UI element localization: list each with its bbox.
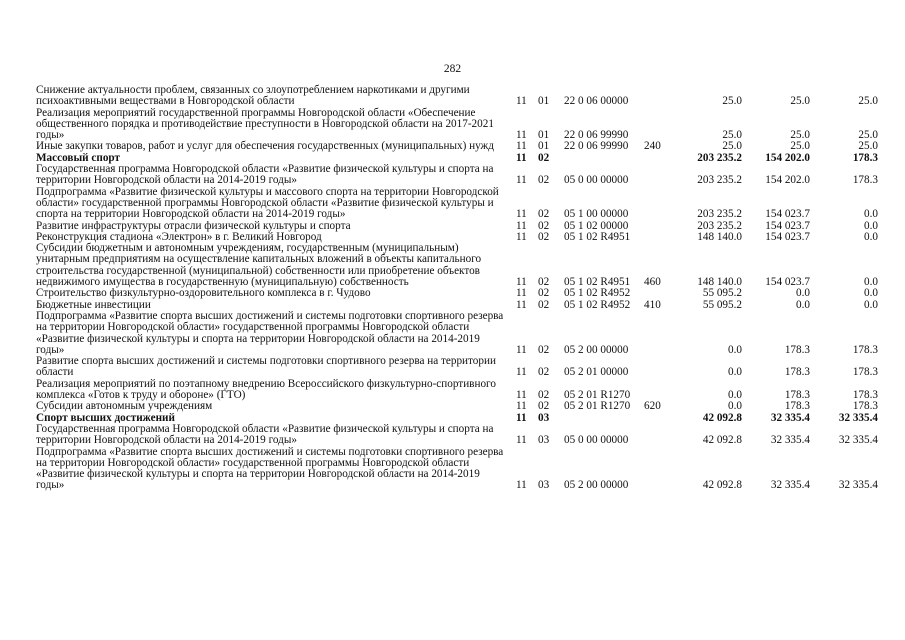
row-amount-year-3: 0.0 <box>864 219 878 232</box>
row-amount-year-1: 203 235.2 <box>697 208 742 221</box>
row-expense-type-code <box>644 356 672 379</box>
row-expense-type-code <box>644 413 672 424</box>
row-subsection-code: 03 <box>538 479 550 492</box>
row-amount-year-2: 154 023.7 <box>765 219 810 232</box>
row-section-code: 11 <box>516 208 527 221</box>
row-amount-year-2: 178.3 <box>784 343 810 356</box>
row-target-article-code: 05 1 02 R4951 <box>564 230 631 243</box>
row-subsection-code: 02 <box>538 219 550 232</box>
row-amount-year-1: 42 092.8 <box>702 434 742 447</box>
row-amount-year-2: 178.3 <box>784 389 810 402</box>
row-amount-year-3: 0.0 <box>864 287 878 300</box>
row-amount-year-2: 25.0 <box>790 95 810 108</box>
row-amount-year-2: 0.0 <box>796 287 810 300</box>
table-row <box>36 379 878 402</box>
row-amount-year-3: 25.0 <box>858 140 878 153</box>
row-name: Строительство физкультурно-оздоровительного комплекса в г. Чудово <box>36 287 371 300</box>
row-name: Реализация мероприятий государственной программы Новгородской области «Обеспечение общественного порядка и противодействие преступности в Новгородской области на 2017-2021 годы» <box>36 106 494 142</box>
row-amount-year-1: 0.0 <box>728 343 742 356</box>
row-subsection-code: 02 <box>538 389 550 402</box>
row-section-code: 11 <box>516 129 527 142</box>
row-subsection-code: 02 <box>538 298 550 311</box>
row-target-article-code: 05 1 02 R4952 <box>564 298 631 311</box>
row-target-article-code: 05 1 02 00000 <box>564 219 629 232</box>
row-amount-year-2: 154 023.7 <box>765 276 810 289</box>
row-amount-year-2: 154 202.0 <box>765 151 810 164</box>
table-row <box>36 311 878 356</box>
row-amount-year-2: 154 023.7 <box>765 230 810 243</box>
table-row <box>36 141 878 152</box>
row-amount-year-3: 178.3 <box>852 343 878 356</box>
table-row <box>36 447 878 492</box>
row-amount-year-3: 0.0 <box>864 230 878 243</box>
row-section-code: 11 <box>516 276 527 289</box>
row-amount-year-1: 25.0 <box>722 129 742 142</box>
row-name: Бюджетные инвестиции <box>36 298 151 311</box>
table-row <box>36 108 878 142</box>
row-expense-type-code <box>644 424 672 447</box>
table-row <box>36 164 878 187</box>
row-amount-year-1: 25.0 <box>722 140 742 153</box>
table-body <box>36 85 878 492</box>
row-amount-year-1: 0.0 <box>728 389 742 402</box>
row-subsection-code: 02 <box>538 276 550 289</box>
row-subsection-code: 01 <box>538 140 550 153</box>
row-amount-year-1: 25.0 <box>722 95 742 108</box>
table-row <box>36 424 878 447</box>
row-expense-type-code <box>644 187 672 221</box>
row-amount-year-2: 25.0 <box>790 140 810 153</box>
row-target-article-code <box>564 413 644 424</box>
row-amount-year-1: 203 235.2 <box>697 174 742 187</box>
row-name: Подпрограмма «Развитие спорта высших достижений и системы подготовки спортивного резерва на территории Новгородской области» государственной программы Новгородской области «Развитие физической культуры и спорта на территории Новгородской области на 2014-2019 годы» <box>36 445 504 492</box>
row-target-article-code: 05 1 00 00000 <box>564 208 629 221</box>
row-amount-year-3: 178.3 <box>852 400 878 413</box>
row-amount-year-1: 0.0 <box>728 400 742 413</box>
row-subsection-code: 02 <box>538 366 550 379</box>
table-row <box>36 356 878 379</box>
row-target-article-code: 05 0 00 00000 <box>564 434 629 447</box>
budget-table <box>36 85 878 492</box>
row-amount-year-3: 32 335.4 <box>838 434 878 447</box>
row-name: Иные закупки товаров, работ и услуг для обеспечения государственных (муниципальных) нужд <box>36 140 494 153</box>
row-amount-year-3: 0.0 <box>864 298 878 311</box>
row-name: Развитие спорта высших достижений и системы подготовки спортивного резерва на территории области <box>36 355 496 379</box>
row-section-code: 11 <box>516 400 527 413</box>
row-expense-type-code <box>644 221 672 232</box>
row-section-code: 11 <box>516 434 527 447</box>
row-section-code: 11 <box>516 411 527 424</box>
row-subsection-code: 02 <box>538 174 550 187</box>
row-amount-year-2: 154 202.0 <box>765 174 810 187</box>
row-name: Подпрограмма «Развитие спорта высших достижений и системы подготовки спортивного резерва на территории Новгородской области» государственной программы Новгородской области «Развитие физической культуры и спорта на территории Новгородской области на 2014-2019 годы» <box>36 309 504 356</box>
row-section-code: 11 <box>516 174 527 187</box>
row-section-code: 11 <box>516 298 527 311</box>
row-amount-year-1: 148 140.0 <box>697 230 742 243</box>
row-subsection-code: 01 <box>538 95 550 108</box>
row-target-article-code: 05 2 01 R1270 <box>564 400 631 413</box>
row-amount-year-1: 42 092.8 <box>702 411 742 424</box>
row-target-article-code: 05 2 01 R1270 <box>564 389 631 402</box>
row-amount-year-2: 178.3 <box>784 366 810 379</box>
row-amount-year-3: 178.3 <box>852 389 878 402</box>
row-name: Спорт высших достижений <box>36 411 175 424</box>
row-target-article-code: 05 0 00 00000 <box>564 174 629 187</box>
row-amount-year-3: 178.3 <box>852 174 878 187</box>
row-amount-year-1: 203 235.2 <box>697 219 742 232</box>
row-subsection-code: 02 <box>538 230 550 243</box>
page-number: 282 <box>443 63 462 75</box>
row-amount-year-3: 25.0 <box>858 95 878 108</box>
row-target-article-code: 05 2 01 00000 <box>564 366 629 379</box>
table-row <box>36 288 878 299</box>
row-name: Развитие инфраструктуры отрасли физической культуры и спорта <box>36 219 351 232</box>
row-target-article-code: 05 2 00 00000 <box>564 479 629 492</box>
row-subsection-code: 01 <box>538 129 550 142</box>
row-expense-type-code <box>644 311 672 356</box>
row-amount-year-1: 55 095.2 <box>702 287 742 300</box>
row-amount-year-2: 0.0 <box>796 298 810 311</box>
row-name: Реализация мероприятий по поэтапному внедрению Всероссийского физкультурно-спортивного комплекса «Готов к труду и обороне» (ГТО) <box>36 377 496 402</box>
row-target-article-code <box>564 153 644 164</box>
row-amount-year-2: 154 023.7 <box>765 208 810 221</box>
row-amount-year-3: 32 335.4 <box>838 411 878 424</box>
row-amount-year-3: 25.0 <box>858 129 878 142</box>
row-target-article-code: 05 1 02 R4952 <box>564 287 631 300</box>
row-section-code: 11 <box>516 343 527 356</box>
row-name: Субсидии бюджетным и автономным учреждениям, государственным (муниципальным) унитарным предприятиям на осуществление капитальных вложений в объекты капитального строительства государственной (муниципальной) собственности или приобретение объектов недвижимого имущества в государственную (муниципальную) собственность <box>36 242 482 289</box>
row-subsection-code: 02 <box>538 208 550 221</box>
row-expense-type-code: 240 <box>644 140 661 153</box>
row-section-code: 11 <box>516 389 527 402</box>
row-expense-type-code: 620 <box>644 400 661 413</box>
row-section-code: 11 <box>516 479 527 492</box>
row-amount-year-1: 0.0 <box>728 366 742 379</box>
row-expense-type-code <box>644 153 672 164</box>
row-name: Подпрограмма «Развитие физической культуры и массового спорта на территории Новгородской области» государственной программы Новгородской области «Развитие физической культуры и спорта на территории Новгородской области на 2014-2019 годы» <box>36 185 499 221</box>
row-subsection-code: 03 <box>538 434 550 447</box>
row-amount-year-2: 32 335.4 <box>770 434 810 447</box>
row-section-code: 11 <box>516 140 527 153</box>
row-name: Субсидии автономным учреждениям <box>36 400 213 413</box>
row-amount-year-3: 0.0 <box>864 208 878 221</box>
row-subsection-code: 02 <box>538 343 550 356</box>
row-amount-year-2: 25.0 <box>790 129 810 142</box>
row-subsection-code: 02 <box>538 287 550 300</box>
row-expense-type-code <box>644 288 672 299</box>
row-section-code: 11 <box>516 287 527 300</box>
row-subsection-code: 02 <box>538 400 550 413</box>
row-expense-type-code: 410 <box>644 298 661 311</box>
row-name: Государственная программа Новгородской области «Развитие физической культуры и спорта на территории Новгородской области на 2014-2019 годы» <box>36 422 494 447</box>
table-row <box>36 187 878 221</box>
table-row <box>36 401 878 412</box>
row-target-article-code: 05 2 00 00000 <box>564 343 629 356</box>
row-expense-type-code <box>644 232 672 243</box>
row-amount-year-3: 0.0 <box>864 276 878 289</box>
row-name: Государственная программа Новгородской области «Развитие физической культуры и спорта на территории Новгородской области на 2014-2019 годы» <box>36 163 494 187</box>
row-section-code: 11 <box>516 95 527 108</box>
row-amount-year-2: 178.3 <box>784 400 810 413</box>
row-section-code: 11 <box>516 151 527 164</box>
row-expense-type-code <box>644 108 672 142</box>
row-amount-year-1: 203 235.2 <box>697 151 742 164</box>
row-amount-year-3: 32 335.4 <box>838 479 878 492</box>
row-target-article-code: 22 0 06 99990 <box>564 129 629 142</box>
row-expense-type-code <box>644 164 672 187</box>
row-name: Снижение актуальности проблем, связанных со злоупотреблением наркотиками и другими психоактивными веществами в Новгородской области <box>36 84 470 108</box>
row-amount-year-1: 42 092.8 <box>702 479 742 492</box>
row-target-article-code: 05 1 02 R4951 <box>564 276 631 289</box>
row-amount-year-3: 178.3 <box>852 366 878 379</box>
row-target-article-code: 22 0 06 99990 <box>564 140 629 153</box>
row-subsection-code: 02 <box>538 151 550 164</box>
row-target-article-code: 22 0 06 00000 <box>564 95 629 108</box>
row-expense-type-code <box>644 447 672 492</box>
row-section-code: 11 <box>516 366 527 379</box>
row-amount-year-1: 55 095.2 <box>702 298 742 311</box>
row-expense-type-code: 460 <box>644 276 661 289</box>
row-amount-year-2: 32 335.4 <box>770 479 810 492</box>
row-amount-year-2: 32 335.4 <box>770 411 810 424</box>
table-row <box>36 243 878 288</box>
row-section-code: 11 <box>516 219 527 232</box>
row-amount-year-3: 178.3 <box>852 151 878 164</box>
row-name: Массовый спорт <box>36 151 120 164</box>
row-section-code: 11 <box>516 230 527 243</box>
table-row <box>36 85 878 108</box>
row-expense-type-code <box>644 85 672 108</box>
row-amount-year-1: 148 140.0 <box>697 276 742 289</box>
row-subsection-code: 03 <box>538 411 550 424</box>
row-expense-type-code <box>644 379 672 402</box>
row-name: Реконструкция стадиона «Электрон» в г. Великий Новгород <box>36 230 322 243</box>
